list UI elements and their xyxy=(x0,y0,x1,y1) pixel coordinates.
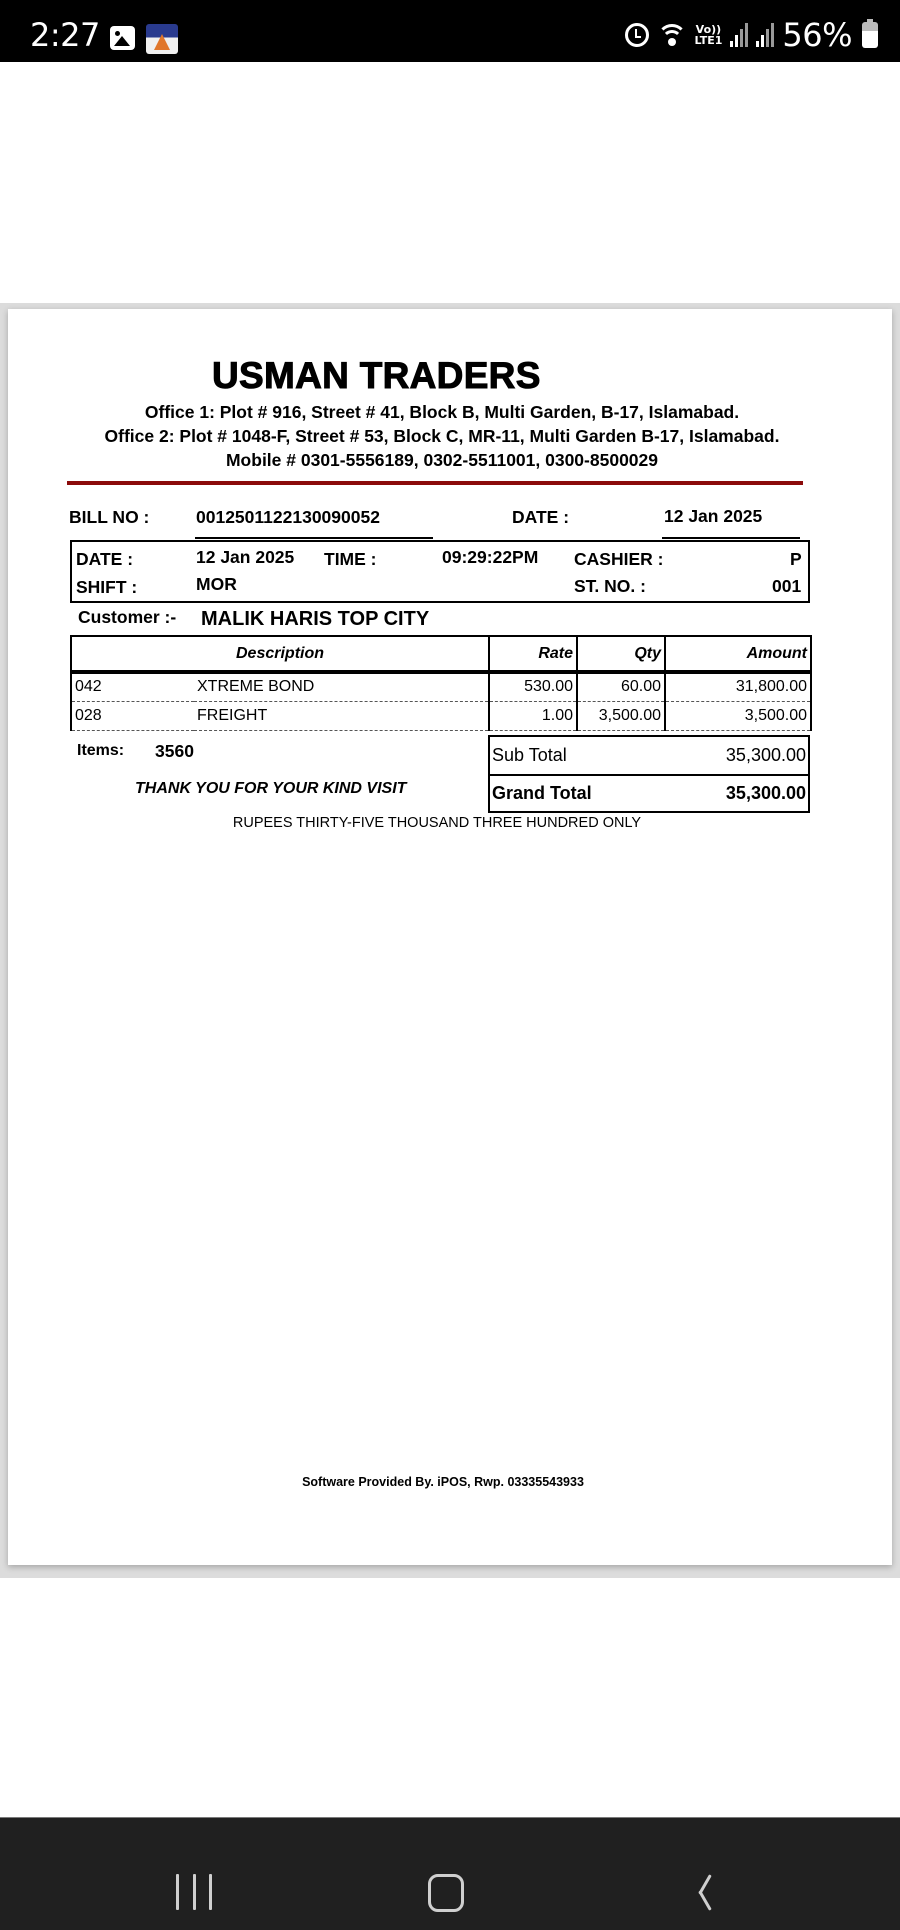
volte-lte-icon xyxy=(695,24,723,46)
column-header-qty: Qty xyxy=(577,636,665,672)
item-description: FREIGHT xyxy=(194,701,489,730)
info-shift-value: MOR xyxy=(196,574,237,594)
grand-total-label: Grand Total xyxy=(492,783,592,803)
bill-date-label: DATE : xyxy=(512,507,570,527)
info-st-no-label: ST. NO. : xyxy=(574,576,646,596)
status-bar xyxy=(0,0,900,62)
items-table xyxy=(70,635,812,731)
info-time-value: 09:29:22PM xyxy=(442,547,539,567)
header-divider xyxy=(67,481,803,485)
company-name: USMAN TRADERS xyxy=(212,355,541,396)
mobile-numbers: Mobile # 0301-5556189, 0302-5511001, 0300-8500029 xyxy=(225,450,658,470)
info-shift-label: SHIFT : xyxy=(76,577,138,597)
grand-total-row xyxy=(490,774,808,811)
bill-no-underline xyxy=(195,537,433,539)
item-qty: 60.00 xyxy=(577,672,665,701)
items-label: Items: xyxy=(77,742,125,759)
recents-icon xyxy=(176,1874,179,1910)
item-qty: 3,500.00 xyxy=(577,701,665,730)
grand-total-value: 35,300.00 xyxy=(725,783,806,803)
bill-date-value: 12 Jan 2025 xyxy=(664,506,763,526)
home-button[interactable] xyxy=(428,1874,464,1912)
item-rate: 1.00 xyxy=(489,701,577,730)
battery-percent: 56% xyxy=(782,16,852,54)
volte-label: Vo)) xyxy=(695,23,722,36)
table-row xyxy=(71,672,811,701)
app-notification-icon xyxy=(146,24,178,54)
bill-date-underline xyxy=(662,537,800,539)
customer-name: MALIK HARIS TOP CITY xyxy=(201,608,430,630)
item-rate: 530.00 xyxy=(489,672,577,701)
column-header-amount: Amount xyxy=(665,636,811,672)
sub-total-value: 35,300.00 xyxy=(725,745,806,765)
bill-no-value: 0012501122130090052 xyxy=(196,507,380,527)
column-header-rate: Rate xyxy=(489,636,577,672)
table-header-row xyxy=(71,636,811,672)
item-description: XTREME BOND xyxy=(194,672,489,701)
navigation-bar xyxy=(0,1817,900,1930)
table-row xyxy=(71,701,811,730)
gallery-icon xyxy=(110,26,135,50)
thank-you-message: THANK YOU FOR YOUR KIND VISIT xyxy=(135,780,407,797)
wifi-icon xyxy=(657,22,687,48)
address-line-1: Office 1: Plot # 916, Street # 41, Block B, Multi Garden, B-17, Islamabad. xyxy=(144,402,740,422)
info-date-value: 12 Jan 2025 xyxy=(196,547,295,567)
sub-total-label: Sub Total xyxy=(492,745,567,765)
item-amount: 3,500.00 xyxy=(665,701,811,730)
items-count: 3560 xyxy=(155,741,194,761)
customer-label: Customer :- xyxy=(78,607,177,627)
recents-button[interactable] xyxy=(176,1874,212,1910)
bill-no-label: BILL NO : xyxy=(69,507,150,527)
info-cashier-value: P xyxy=(790,549,802,569)
software-credit: Software Provided By. iPOS, Rwp. 03335543933 xyxy=(302,1475,584,1489)
recents-icon-bar xyxy=(193,1874,196,1910)
info-date-label: DATE : xyxy=(76,549,134,569)
item-amount: 31,800.00 xyxy=(665,672,811,701)
amount-in-words: RUPEES THIRTY-FIVE THOUSAND THREE HUNDRED ONLY xyxy=(232,815,642,831)
transaction-info-box xyxy=(70,540,810,603)
column-header-description: Description xyxy=(71,636,489,672)
item-code: 028 xyxy=(71,701,194,730)
status-time: 2:27 xyxy=(30,16,100,54)
info-time-label: TIME : xyxy=(324,549,377,569)
info-st-no-value: 001 xyxy=(772,576,802,596)
receipt-page[interactable] xyxy=(8,309,892,1565)
info-cashier-label: CASHIER : xyxy=(574,549,664,569)
item-code: 042 xyxy=(71,672,194,701)
signal-icon xyxy=(756,23,774,47)
lte-label: LTE1 xyxy=(694,34,723,47)
back-button[interactable] xyxy=(686,1874,714,1912)
sub-total-row xyxy=(490,737,808,774)
status-system-icons xyxy=(625,16,879,54)
battery-icon xyxy=(862,22,878,48)
alarm-icon xyxy=(625,23,649,47)
recents-icon-bar xyxy=(209,1874,212,1910)
totals-box xyxy=(488,735,810,813)
signal-icon xyxy=(730,23,748,47)
address-line-2: Office 2: Plot # 1048-F, Street # 53, Block C, MR-11, Multi Garden B-17, Islamabad. xyxy=(104,426,780,446)
